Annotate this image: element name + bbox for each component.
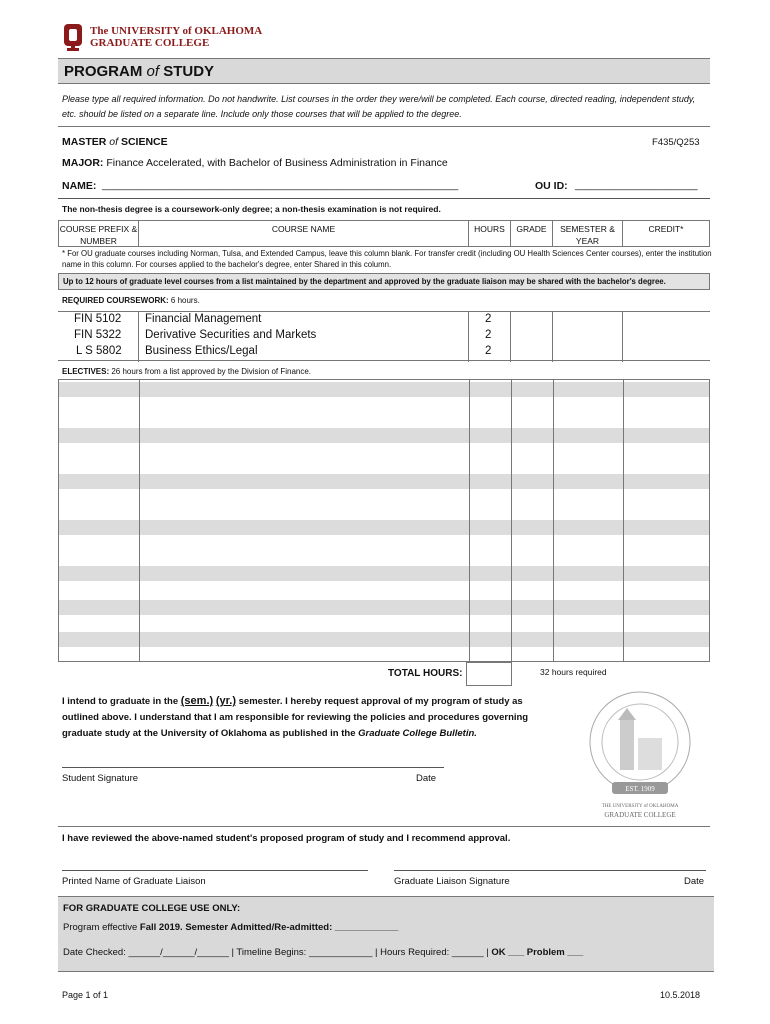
year-field[interactable]: (yr.) — [215, 695, 236, 707]
table-row[interactable] — [59, 566, 709, 581]
page-number: Page 1 of 1 — [62, 990, 109, 1000]
col-credit: CREDIT* — [648, 224, 684, 234]
office-checks: Date Checked: ______/______/______ | Timeline Begins: ____________ | Hours Required: ______ | OK ___ Problem ___ — [63, 947, 584, 958]
table-row[interactable]: FIN 5322 Derivative Securities and Markets 2 — [74, 329, 492, 341]
graduate-college-use-box — [58, 896, 714, 972]
shared-hours-note: Up to 12 hours of graduate level courses from a list maintained by the department and approved by the graduate liaison may be shared with the bachelor's degree. — [58, 273, 710, 290]
table-row[interactable] — [59, 600, 709, 615]
electives-table — [58, 379, 710, 662]
intent-statement: I intend to graduate in the (sem.) (yr.) semester. I hereby request approval of my program of study as outlined above. I understand that I am responsible for reviewing the policies and procedures governing graduate study at the University of Oklahoma as published in the Graduate College Bulletin. — [62, 695, 529, 739]
table-row[interactable] — [59, 632, 709, 647]
table-row[interactable] — [59, 520, 709, 535]
total-hours-label: TOTAL HOURS: — [388, 668, 463, 679]
name-field[interactable]: _____________________________________________________________ — [102, 179, 459, 191]
col-grade: GRADE — [511, 221, 553, 246]
hours-required-note: 32 hours required — [540, 667, 607, 677]
university-logo-text: The UNIVERSITY of OKLAHOMA GRADUATE COLLEGE — [90, 25, 263, 49]
svg-text:EST. 1909: EST. 1909 — [625, 785, 655, 793]
electives-label: ELECTIVES: 26 hours from a list approved by the Division of Finance. — [62, 367, 312, 376]
table-row[interactable] — [59, 428, 709, 443]
course-table-header — [58, 220, 710, 247]
svg-text:GRADUATE COLLEGE: GRADUATE COLLEGE — [604, 811, 676, 819]
nonthesis-note: The non-thesis degree is a coursework-only degree; a non-thesis examination is not required. — [62, 204, 441, 214]
ou-logo-icon — [62, 22, 84, 52]
table-row[interactable] — [59, 382, 709, 397]
degree-code: F435/Q253 — [652, 137, 700, 148]
graduate-college-seal-icon — [580, 690, 700, 820]
liaison-signature-label: Graduate Liaison Signature — [394, 876, 510, 887]
student-date-label: Date — [416, 773, 437, 784]
degree-title: MASTER of SCIENCE — [62, 136, 168, 148]
credit-note: * For OU graduate courses including Norman, Tulsa, and Extended Campus, leave this column blank. For transfer credit (including OU Health Sciences Center courses), enter the institution name in this column. For courses applied to the bachelor's degree, enter Shared in this column. — [62, 249, 712, 269]
required-coursework-label: REQUIRED COURSEWORK: 6 hours. — [62, 296, 200, 305]
svg-text:THE UNIVERSITY of OKLAHOMA: THE UNIVERSITY of OKLAHOMA — [601, 804, 679, 809]
table-row[interactable] — [59, 474, 709, 489]
col-semester-year: SEMESTER & YEAR — [553, 221, 623, 246]
semester-field[interactable]: (sem.) — [180, 695, 214, 707]
student-signature-label: Student Signature — [62, 773, 139, 784]
table-row[interactable]: FIN 5102 Financial Management 2 — [74, 313, 492, 325]
office-use-title: FOR GRADUATE COLLEGE USE ONLY: — [63, 903, 241, 914]
total-hours-field[interactable] — [466, 662, 512, 686]
col-hours: HOURS — [469, 221, 511, 246]
version-date: 10.5.2018 — [660, 990, 701, 1000]
ouid-label: OU ID: — [535, 180, 568, 192]
printed-name-label: Printed Name of Graduate Liaison — [62, 876, 206, 887]
instructions: Please type all required information. Do not handwrite. List courses in the order they were/will be completed. Each course, directed reading, independent study, etc. should be listed on a separate line. Include only those courses that will be applied to the degree. — [62, 94, 696, 119]
col-course-name: COURSE NAME — [139, 221, 469, 246]
table-row[interactable]: L S 5802 Business Ethics/Legal 2 — [76, 345, 492, 357]
program-effective: Program effective Fall 2019. Semester Admitted/Re-admitted: ____________ — [63, 922, 399, 933]
review-statement: I have reviewed the above-named student's proposed program of study and I recommend approval. — [62, 833, 511, 844]
ouid-field[interactable]: _____________________ — [575, 179, 698, 191]
required-course-table — [58, 311, 710, 361]
name-label: NAME: — [62, 180, 97, 192]
page-title: PROGRAM of STUDY — [58, 58, 710, 84]
major: MAJOR: Finance Accelerated, with Bachelor of Business Administration in Finance — [62, 157, 448, 169]
liaison-date-label: Date — [684, 876, 705, 887]
col-course-prefix: COURSE PREFIX & NUMBER — [59, 221, 139, 246]
